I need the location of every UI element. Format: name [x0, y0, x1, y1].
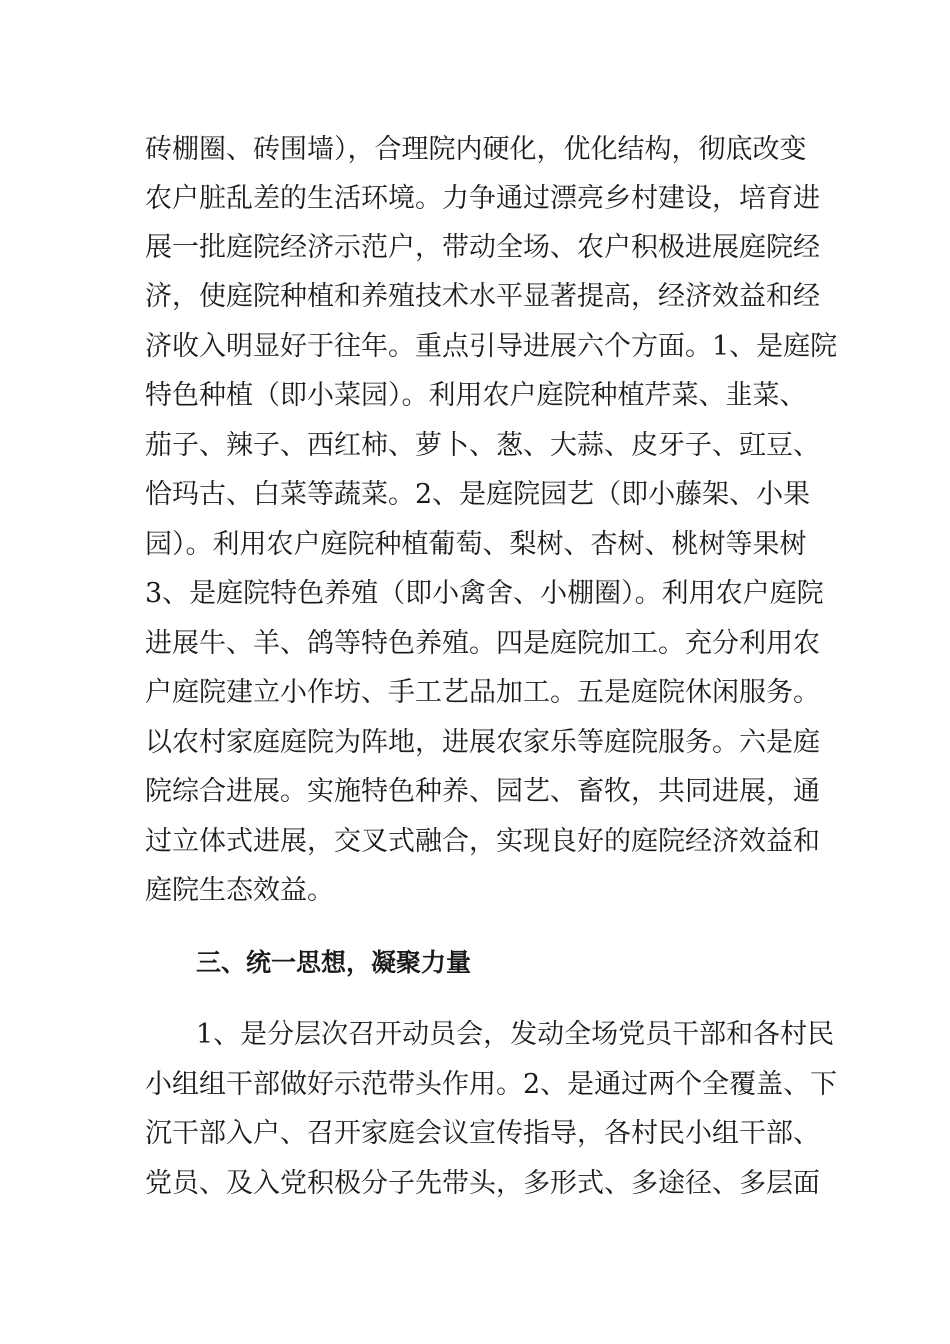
paragraph-line: 过立体式进展，交叉式融合，实现良好的庭院经济效益和 — [145, 826, 820, 857]
paragraph-line: 农户脏乱差的生活环境。力争通过漂亮乡村建设，培育进 — [145, 183, 820, 214]
paragraph-line: 茄子、辣子、西红柿、萝卜、葱、大蒜、皮牙子、豇豆、 — [145, 430, 820, 461]
paragraph-line-indented: 1、是分层次召开动员会，发动全场党员干部和各村民 — [196, 1019, 835, 1050]
paragraph-line: 以农村家庭庭院为阵地，进展农家乐等庭院服务。六是庭 — [145, 727, 820, 758]
paragraph-line: 3、是庭院特色养殖（即小禽舍、小棚圈）。利用农户庭院 — [145, 578, 824, 609]
paragraph-line: 恰玛古、白菜等蔬菜。2、是庭院园艺（即小藤架、小果 — [145, 479, 811, 510]
paragraph-line: 进展牛、羊、鸽等特色养殖。四是庭院加工。充分利用农 — [145, 628, 820, 659]
paragraph-line: 展一批庭院经济示范户，带动全场、农户积极进展庭院经 — [145, 232, 820, 263]
paragraph-line: 户庭院建立小作坊、手工艺品加工。五是庭院休闲服务。 — [145, 677, 820, 708]
paragraph-line: 小组组干部做好示范带头作用。2、是通过两个全覆盖、下 — [145, 1069, 838, 1100]
paragraph-line: 砖棚圈、砖围墙），合理院内硬化，优化结构，彻底改变 — [145, 134, 807, 165]
paragraph-line: 党员、及入党积极分子先带头，多形式、多途径、多层面 — [145, 1168, 820, 1199]
paragraph-line: 特色种植（即小菜园）。利用农户庭院种植芹菜、韭菜、 — [145, 380, 807, 411]
section-heading: 三、统一思想，凝聚力量 — [196, 948, 472, 977]
paragraph-line: 济收入明显好于往年。重点引导进展六个方面。1、是庭院 — [145, 331, 838, 362]
paragraph-line: 济，使庭院种植和养殖技术水平显著提高，经济效益和经 — [145, 281, 820, 312]
paragraph-line: 院综合进展。实施特色种养、园艺、畜牧，共同进展，通 — [145, 776, 820, 807]
paragraph-line: 沉干部入户、召开家庭会议宣传指导，各村民小组干部、 — [145, 1118, 820, 1149]
paragraph-line: 园）。利用农户庭院种植葡萄、梨树、杏树、桃树等果树 — [145, 529, 807, 560]
paragraph-line: 庭院生态效益。 — [145, 875, 334, 906]
